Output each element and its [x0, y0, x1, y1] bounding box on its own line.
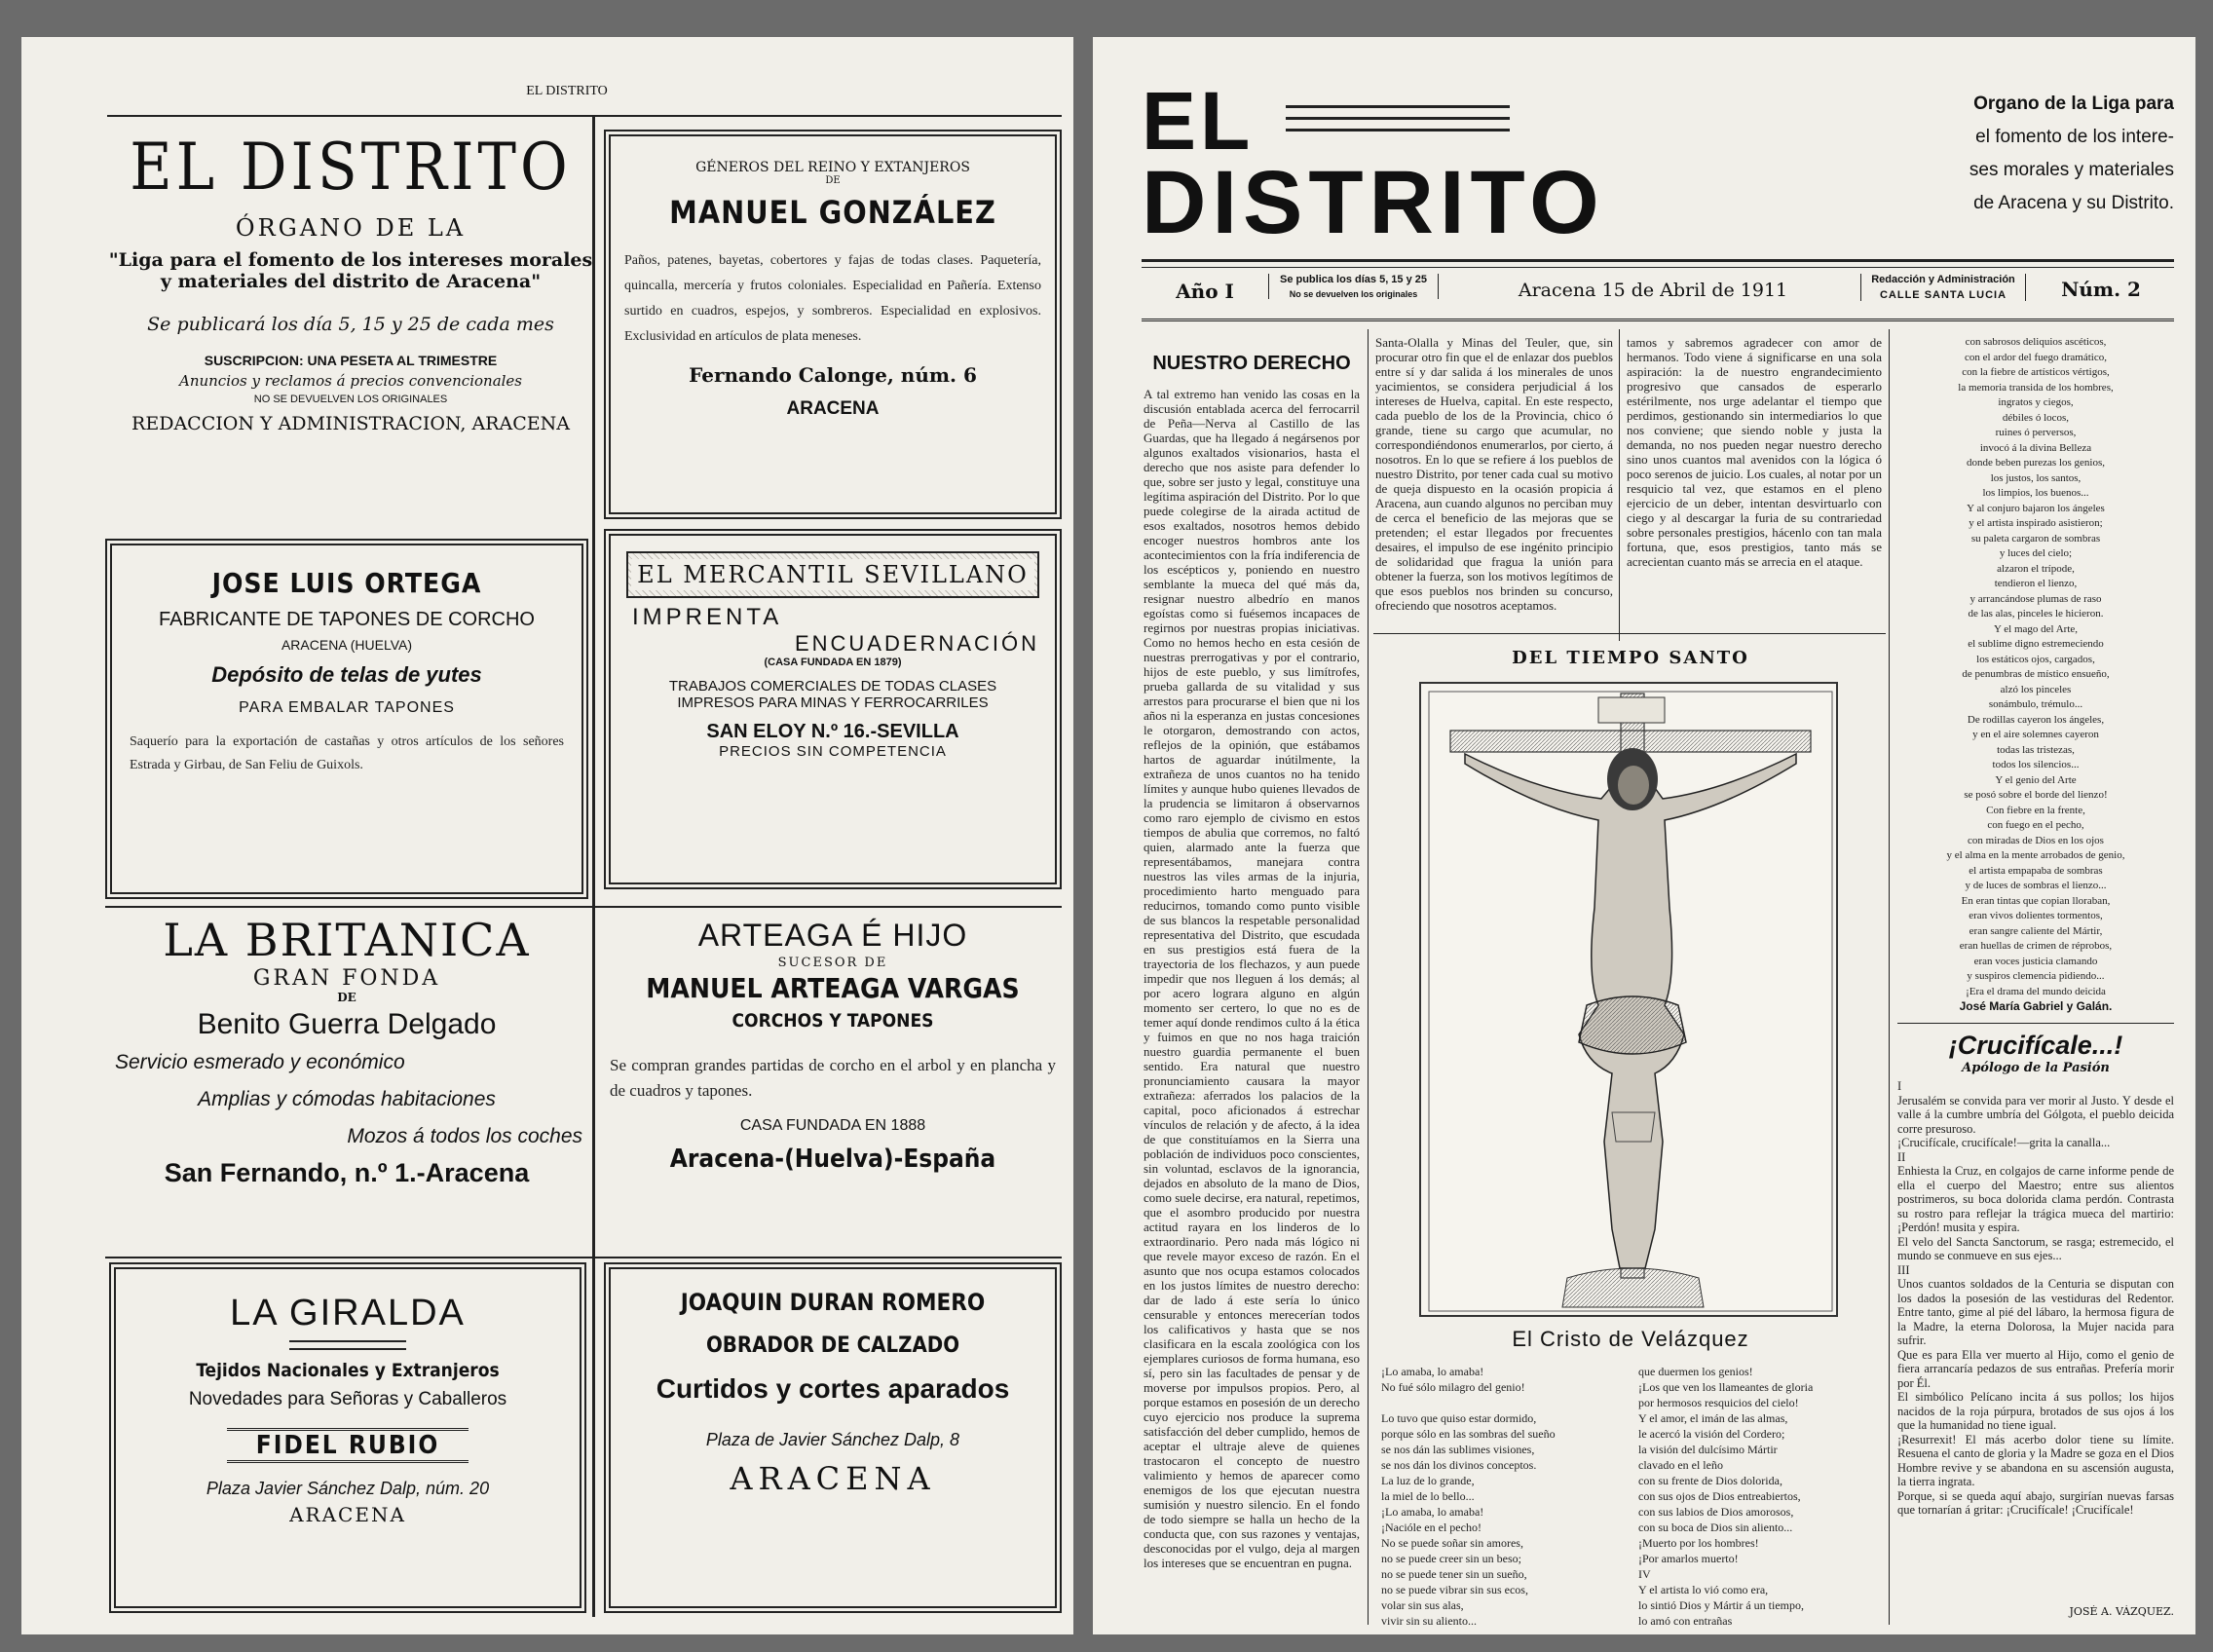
- ortega-ad-line: PARA EMBALAR TAPONES: [239, 699, 455, 716]
- giralda-ad-line: Plaza Javier Sánchez Dalp, núm. 20: [206, 1479, 490, 1498]
- giralda-ad-name: LA GIRALDA: [230, 1293, 466, 1333]
- masthead-distrito-text: DISTRITO: [1142, 156, 1605, 252]
- poem-author-box: [1897, 999, 2174, 1019]
- ortega-ad: [105, 539, 588, 899]
- giralda-ad-line: ARACENA: [289, 1503, 406, 1526]
- poem-author: José María Gabriel y Galán.: [1959, 999, 2113, 1013]
- masthead-ad-line: y materiales del distrito de Aracena": [160, 271, 542, 292]
- ear-bar: [1142, 267, 2174, 321]
- divider: [1142, 259, 2174, 262]
- ear-pub-line: No se devuelven los originales: [1289, 289, 1418, 299]
- mercantil-ad-line: IMPRESOS PARA MINAS Y FERROCARRILES: [677, 695, 989, 711]
- britanica-ad-line: GRAN FONDA: [252, 966, 441, 991]
- arteaga-ad: [604, 912, 1062, 1253]
- britanica-ad: [105, 912, 588, 1253]
- article-column-3: [1627, 335, 1882, 627]
- poem-text: ¡Lo amaba, lo amaba! No fué sólo milagro del genio! Lo tuvo que quiso estar dormido, porque sólo en las sombras del sueño se nos dán las sublimes visiones, se nos dán los divinos conceptos. La luz de lo grande, la miel de lo bello... ¡Lo amaba, lo amaba! ¡Nacióle en el pecho! No se puede soñar sin amores, no se puede creer sin un beso; no se puede tener sin un sueño, no se puede vibrar sin sus ecos, volar sin sus alas, vivir sin su aliento...: [1381, 1365, 1556, 1627]
- article-2: [1897, 1029, 2174, 1623]
- giralda-ad-line: FIDEL RUBIO: [227, 1428, 469, 1463]
- masthead-ad: [105, 125, 596, 534]
- ear-admin-line: Redacción y Administración: [1871, 274, 2015, 285]
- gonzalez-ad-address: Fernando Calonge, núm. 6: [689, 363, 977, 387]
- ear-pub: [1268, 274, 1439, 299]
- left-page: [21, 37, 1073, 1634]
- article-column-1: [1144, 335, 1360, 1623]
- giralda-ad-line: Novedades para Señoras y Caballeros: [188, 1389, 507, 1409]
- masthead-ad-line: Se publicará los día 5, 15 y 25 de cada mes: [147, 314, 554, 335]
- article-2-title: ¡Crucifícale...!: [1948, 1031, 2123, 1060]
- masthead-distrito: [1142, 156, 1765, 253]
- britanica-ad-line: Servicio esmerado y económico: [115, 1051, 405, 1073]
- image-caption: [1375, 1323, 1886, 1356]
- divider: [1897, 1023, 2174, 1024]
- article-2-subtitle: Apólogo de la Pasión: [1962, 1061, 2110, 1075]
- ear-year: Año I: [1176, 280, 1234, 303]
- masthead-ad-line: "Liga para el fomento de los intereses morales: [108, 249, 593, 271]
- poem-column-c: [1897, 335, 2174, 997]
- ear-admin: [1860, 274, 2026, 301]
- mercantil-ad-line: IMPRENTA: [632, 604, 783, 630]
- tagline-line: Organo de la Liga para: [1973, 94, 2174, 114]
- poem-text: que duermen los genios! ¡Los que ven los llameantes de gloria por hermosos resquicios del cielo! Y el amor, el imán de las almas, le acercó la visión del Cordero; la visión del dulcísimo Mártir clavado en el leño con su frente de Dios dolorida, con sus ojos de Dios entreabiertos, con sus labios de Dios amorosos, con su boca de Dios sin aliento... ¡Muerto por los hombres! ¡Por amarlos muerto! IV Y el artista lo vió como era, lo sintió Dios y Mártir á un tiempo, lo amó con entrañas: [1638, 1365, 1814, 1627]
- crucifix-image: [1421, 684, 1838, 1317]
- gonzalez-ad-line: GÉNEROS DEL REINO Y EXTANJEROS: [695, 160, 970, 175]
- duran-ad-line: ARACENA: [730, 1460, 936, 1497]
- article-body: A tal extremo han venido las cosas en la discusión entablada acerca del ferrocarril de Peña—Nerva al Castillo de las Guardas, que ha llegado á negársenos por algunos exaltados visionarios, hasta el derecho que nos asiste para defender lo que, sobre ser justo y legal, constituye una legítima aspiración del Distrito. Por lo que puede colegirse de la airada actitud de esos exaltados, nosotros hemos debido encoger nuestros hombros ante los acontecimientos con la fría indiferencia de los escépticos y, poniendo en nuestro semblante la mueca del qué más da, resignar nuestro albedrío en manos egoístas como si fuésemos incapaces de regirnos por nuestras propias iniciativas. Como no hemos hecho en esta cesión de nuestras prerrogativas y por el contrario, hijos de este pueblo, y sus limítrofes, prueba gallarda de su vitalidad y sus arrestos para procurarse el bien que ni los años ni la esperanza en justas concesiones le otorgaron, demostrando con actos, reflejos de la opinión, que estábamos hartos de aguardar inútilmente, la extrañeza de unos cuantos no ha tenido límites y aunque hubo quienes llevados de la prudencia se limitaron á observarnos como raro ejemplo de civismo en estos tiempos de abulia que corremos, no faltó quien, alarmado ante la fuerza que representábamos, manejara contra nuestros las viles armas de la injuria, procedimiento harto menguado para reducirnos, tomando como punto visible de sus blancos la respetable personalidad representativa del Distrito, que escudada en sus prestigios está fuera de la trayectoria de los flechazos, y aun puede impedir que nos lleguen á los demás; al por acero lograra alguno en algún momento ser certero, lo que no es de temer aquí donde rendimos culto á la ética y fuimos en que no nos haga traición nuestro guardia permanente el buen sentido. Era natural que nuestro pronunciamiento causara la mayor extrañeza: aferrados los palacios de la capital, poco aficionados á estrechar vínculos de relación y de afecto, á la idea de que constituíamos en la Sierra una población de individuos poco conscientes, sin voluntad, esclavos de la ignorancia, dejados en absoluto de la mano de Dios, como suele decirse, era natural, repetimos, que el asombro producido por nuestra actitud rayara en los linderos de lo extraordinario. Pero nada más lógico ni que revele mayor exceso de razón. En el asunto que nos ocupa estamos colocados en los justos límites de nuestro derecho: dar de lado á este sería lo único censurable y entonces merecerían todos los calificativos y hasta que se nos clasificara en la escala zoológica con los ejemplares curiosos de forma humana, eso sí, pero sin las facultades de pensar y de moverse por impulsos propios. Pero, al porque estamos en posesión de un derecho cuyo ejercicio nos produce la suprema satisfacción del deber cumplido, hemos de aceptar el ultraje aleve de quienes trastocaron el concepto de nuestro valimiento y hemos de aparecer como enemigos de los que ejecutan nuestra sumisión y nuestro silencio. En el fondo de todo siempre se halla un hecho de la conducta que, con sus razones y ventajas, desconocidas por el vulgo, deja al margen los intereses que se encuentran en pugna.: [1144, 387, 1360, 1570]
- ear-admin-line: CALLE SANTA LUCIA: [1879, 289, 2007, 301]
- image-heading-text: DEL TIEMPO SANTO: [1512, 648, 1749, 668]
- divider: [105, 906, 1062, 908]
- ortega-ad-name: JOSE LUIS ORTEGA: [211, 567, 482, 599]
- article-column-2: [1375, 335, 1613, 627]
- poem-column-b: [1638, 1364, 1884, 1627]
- mercantil-ad-line: PRECIOS SIN COMPETENCIA: [719, 743, 947, 760]
- britanica-ad-line: San Fernando, n.º 1.-Aracena: [164, 1158, 530, 1187]
- arteaga-ad-line: CORCHOS Y TAPONES: [731, 1010, 934, 1032]
- masthead-rule: [1286, 117, 1510, 120]
- tagline-line: de Aracena y su Distrito.: [1973, 193, 2174, 213]
- giralda-ad-line: Tejidos Nacionales y Extranjeros: [196, 1360, 500, 1381]
- britanica-ad-line: DE: [337, 991, 356, 1004]
- tagline: [1843, 88, 2174, 253]
- column-rule: [1889, 329, 1890, 1625]
- column-rule: [1368, 329, 1369, 1625]
- britanica-ad-line: Mozos á todos los coches: [347, 1125, 582, 1147]
- gonzalez-ad: [604, 130, 1062, 519]
- mercantil-banner-box: [626, 551, 1039, 598]
- mercantil-ad-line: ENCUADERNACIÓN: [794, 631, 1039, 656]
- masthead-el: [1142, 82, 1278, 160]
- arteaga-ad-name: ARTEAGA É HIJO: [697, 918, 968, 953]
- poem-column-a: [1381, 1364, 1625, 1627]
- duran-ad-line: OBRADOR DE CALZADO: [705, 1333, 960, 1358]
- ortega-ad-line: Depósito de telas de yutes: [211, 662, 482, 687]
- britanica-ad-line: Benito Guerra Delgado: [197, 1008, 497, 1040]
- gonzalez-ad-line: DE: [825, 175, 841, 186]
- article-body: tamos y sabremos agradecer con amor de hermanos. Todo viene á significarse en una sola aspiración: la de nuestro engrandecimiento progresivo que cansados de esperarlo estérilmente, nos urge adelantar el tiempo que perdimos, gestionando sin intermediarios lo que nos conviene; que siendo noble y justa la demanda, no nos pueden negar nuestro derecho sino unos cuantos mal avenidos con la lógica ó poco serenos de juicio. Los cuales, al notar por un resquicio tal vez, que estamos en el pleno ejercicio de un deber, intentan desvirtuarlo con ciego y al descargar la furia de su contrariedad sobre personales prestigios, hácenlo con tan mala fortuna, que, esos prestigios, tanto más se acrecientan cuanto más se arrecia en el ataque.: [1627, 335, 1882, 569]
- arteaga-ad-line: SUCESOR DE: [777, 956, 888, 970]
- divider: [105, 1257, 1062, 1258]
- britanica-ad-line: Amplias y cómodas habitaciones: [198, 1088, 496, 1110]
- arteaga-ad-body: Se compran grandes partidas de corcho en el arbol y en plancha y de cuadros y tapones.: [610, 1056, 1056, 1100]
- column-rule: [1619, 329, 1620, 641]
- mercantil-ad-banner: EL MERCANTIL SEVILLANO: [631, 559, 1034, 590]
- article-2-author: JOSÉ A. VÁZQUEZ.: [2069, 1605, 2174, 1618]
- image-heading: [1375, 641, 1886, 676]
- masthead-ad-line: Anuncios y reclamos á precios convencionales: [178, 372, 523, 390]
- ornament: [289, 1340, 406, 1350]
- divider: [107, 115, 1062, 117]
- image-caption-text: El Cristo de Velázquez: [1512, 1327, 1749, 1351]
- masthead-ad-line: NO SE DEVUELVEN LOS ORIGINALES: [253, 394, 448, 405]
- masthead-ad-line: REDACCION Y ADMINISTRACION, ARACENA: [131, 413, 570, 434]
- article-body: Santa-Olalla y Minas del Teuler, que, sin procurar otro fin que el de enlazar dos pueblos entre sí y dar salida á los minerales de unos yacimientos, se considera perjudicial á los intereses de Huelva, capital. En este respecto, cada pueblo de los de la Provincia, chico ó grande, tiene su cargo que acumular, no correspondiéndonos enumerarlos, por cierto, á nosotros. En lo que se refiere á los pueblos de nuestro Distrito, por tener cada cual su motivo de queja dispuesto en la ocasión propicia á Aracena, aun cuando algunos no perciban muy de cerca el beneficio de las mejoras que se pretenden; el estar llegados por frecuentes desaires, el impulso de ese ingénito principio de solidaridad que fragua la unión para obtener la fuerza, son los motivos legítimos de que esos pueblos nos brinden su concurso, ofreciendo que nosotros aceptamos.: [1375, 335, 1613, 613]
- duran-ad-name: JOAQUIN DURAN ROMERO: [680, 1289, 986, 1316]
- crucifix-illustration: [1419, 682, 1838, 1317]
- giralda-ad: [109, 1262, 586, 1613]
- ear-pub-line: Se publica los días 5, 15 y 25: [1279, 274, 1428, 285]
- gonzalez-ad-body: Paños, patenes, bayetas, cobertores y fajas de todas clases. Paquetería, quincalla, mercería y frutos coloniales. Especialidad en Pañería. Extenso surtido en cuadros, espejos, y sombreros. Especialidad en explosivos. Exclusividad en artículos de plata meneses.: [624, 253, 1041, 344]
- masthead-rule: [1286, 129, 1510, 131]
- ortega-ad-line: FABRICANTE DE TAPONES DE CORCHO: [159, 609, 535, 630]
- mercantil-ad-line: TRABAJOS COMERCIALES DE TODAS CLASES: [668, 678, 997, 695]
- duran-ad: [604, 1262, 1062, 1613]
- masthead-ad-line: SUSCRIPCION: UNA PESETA AL TRIMESTRE: [204, 353, 498, 368]
- column-rule: [592, 117, 595, 1617]
- masthead-rule: [1286, 105, 1510, 108]
- masthead-ad-line: ÓRGANO DE LA: [235, 214, 467, 242]
- ear-number: Núm. 2: [2061, 278, 2141, 301]
- article-2-body: I Jerusalém se convida para ver morir al Justo. Y desde el valle á la cumbre umbría del Gólgota, el pueblo deicida corre presuroso. ¡Crucifícale, crucifícale!—grita la canalla... II Enhiesta la Cruz, en colgajos de carne informe pende de ella el cuerpo del Maestro; entre sus alientos postrimeros, su boca dolorida clama perdón. Contrasta su rostro para reflejar la trágica mueca del martirio: ¡Perdón! musita y espira. El velo del Sancta Sanctorum, se rasga; estremecido, el mundo se conmueve en sus ejes... III Unos cuantos soldados de la Centuria se disputan con los dados la posesión de las vestiduras del Redentor. Entre tanto, gime al pié del lábaro, la hermosa figura de la Madre, la eterna Dolorosa, la Mujer nacida para sufrir. Que es para Ella ver muerto al Hijo, como el genio de fiera arrancaría pedazos de sus entrañas. Prefería morir por Él. El simbólico Pelícano incita á sus pollos; los hijos nacidos de la roja púrpura, brotados de sus ojos á los que la humanidad no tiene igual. ¡Resurrexit! El más acerbo dolor tiene su límite. Resuena el canto de gloria y la Madre se goza en el Dios Hombre revive y se abandona en su ascensión augusta, la tierra ingrata. Porque, si se queda aquí abajo, surgirían nuevas farsas que tornarían á gritar: ¡Crucifícale! ¡Crucifícale!: [1897, 1079, 2174, 1517]
- duran-ad-line: Plaza de Javier Sánchez Dalp, 8: [705, 1430, 960, 1449]
- arteaga-ad-line: MANUEL ARTEAGA VARGAS: [646, 972, 1020, 1004]
- tagline-line: ses morales y materiales: [1969, 160, 2174, 180]
- masthead-ad-title: EL DISTRITO: [130, 130, 572, 205]
- article-title: NUESTRO DERECHO: [1152, 353, 1351, 374]
- running-head: EL DISTRITO: [526, 84, 608, 98]
- arteaga-ad-line: CASA FUNDADA EN 1888: [739, 1117, 926, 1134]
- mercantil-ad: [604, 529, 1062, 889]
- duran-ad-line: Curtidos y cortes aparados: [656, 1373, 1010, 1404]
- poem-text: con sabrosos deliquios ascéticos, con el ardor del fuego dramático, con la fiebre de artísticos vértigos, la memoria transida de los hombres, ingratos y ciegos, débiles ó locos, ruines ó perversos, invocó á la divina Belleza donde beben purezas los genios, los justos, los santos, los limpios, los buenos... Y al conjuro bajaron los ángeles y el artista inspirado asistieron; su paleta cargaron de sombras y luces del cielo; alzaron el trípode, tendieron el lienzo, y arrancándose plumas de raso de las alas, pinceles le hicieron. Y el mago del Arte, el sublime digno estremeciendo los estáticos ojos, cargados, de penumbras de místico ensueño, alzó los pinceles sonámbulo, trémulo... De rodillas cayeron los ángeles, y en el aire solemnes cayeron todas las tristezas, todos los silencios... Y el genio del Arte se posó sobre el borde del lienzo! Con fiebre en la frente, con fuego en el pecho, con miradas de Dios en los ojos y el alma en la mente arrobados de genio, el artista empapaba de sombras y de luces de sombras el lienzo... En eran tintas que copian lloraban, eran vivos dolientes tormentos, eran sangre caliente del Mártir, eran huellas de crimen de réprobos, eran voces justicia clamando y suspiros clemencia pidiendo... ¡Era el drama del mundo deicida: [1946, 336, 2125, 997]
- article-2-author-box: [1897, 1605, 2174, 1625]
- right-page: [1093, 37, 2195, 1634]
- gonzalez-ad-city: ARACENA: [786, 398, 880, 419]
- ortega-ad-line: ARACENA (HUELVA): [281, 637, 413, 653]
- mercantil-ad-line: SAN ELOY N.º 16.-SEVILLA: [706, 721, 959, 742]
- arteaga-ad-line: Aracena-(Huelva)-España: [669, 1145, 996, 1174]
- dateline: Aracena 15 de Abril de 1911: [1518, 280, 1788, 301]
- mercantil-ad-line: (CASA FUNDADA EN 1879): [764, 657, 902, 668]
- masthead-el-text: EL: [1142, 82, 1255, 160]
- tagline-line: el fomento de los intere-: [1975, 127, 2174, 147]
- britanica-ad-name: LA BRITANICA: [163, 914, 531, 966]
- gonzalez-ad-name: MANUEL GONZÁLEZ: [669, 194, 996, 231]
- ortega-ad-body: Saquerío para la exportación de castañas y otros artículos de los señores Estrada y Girbau, de San Feliu de Guixols.: [130, 734, 564, 772]
- divider: [1373, 633, 1886, 634]
